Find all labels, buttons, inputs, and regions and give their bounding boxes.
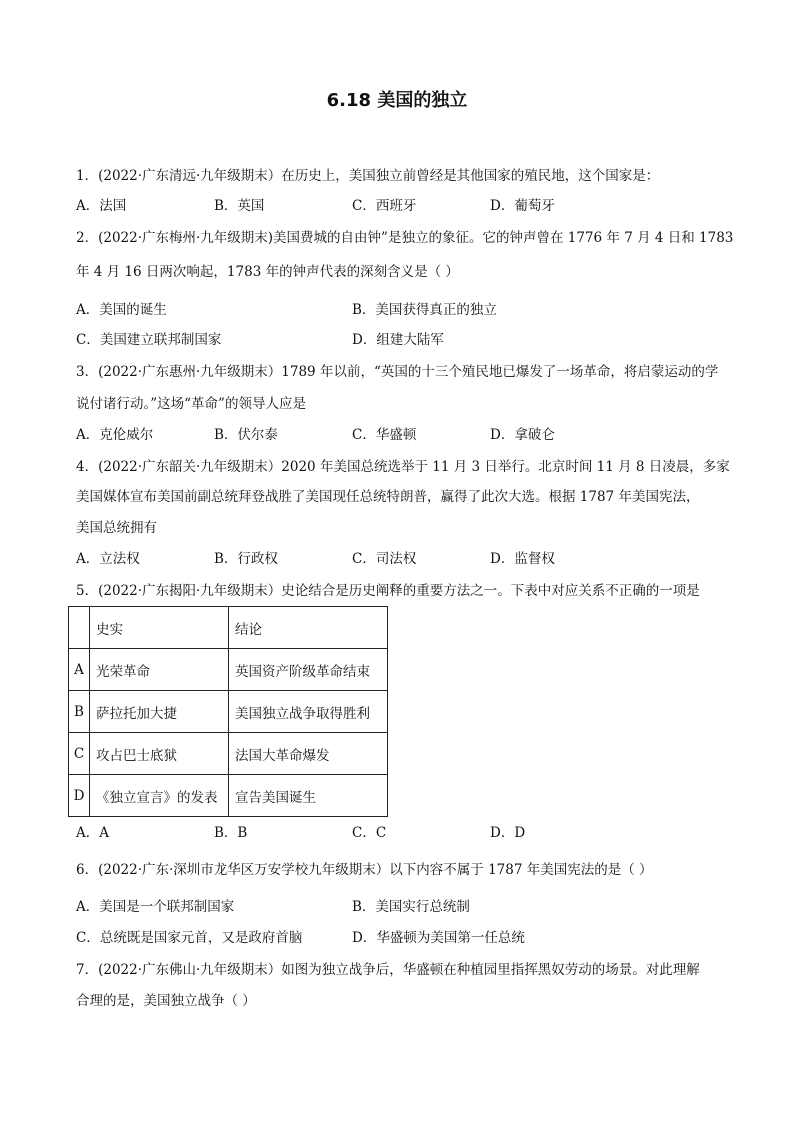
q4-option-b: B．行政权 (214, 551, 278, 567)
question-7-stem-line2: 合理的是，美国独立战争（ ） (76, 993, 256, 1009)
question-6-stem: 6．(2022·广东·深圳市龙华区万安学校九年级期末）以下内容不属于 1787 年美国宪法的是（ ） (76, 862, 653, 878)
q6-option-a: A．美国是一个联邦制国家 (76, 899, 235, 915)
question-3-stem-line2: 说付诸行动。”这场“革命”的领导人应是 (76, 396, 306, 412)
q2-option-b: B．美国获得真正的独立 (352, 302, 497, 318)
table-cell: 法国大革命爆发 (229, 733, 388, 775)
table-cell: 宣告美国诞生 (229, 775, 388, 817)
q2-option-a: A．美国的诞生 (76, 302, 167, 318)
table-cell: B (69, 691, 90, 733)
table-header-row (69, 607, 388, 649)
q6-option-d: D．华盛顿为美国第一任总统 (352, 930, 525, 946)
q1-option-a: A．法国 (76, 198, 127, 214)
question-4-stem-line2: 美国媒体宣布美国前副总统拜登战胜了美国现任总统特朗普，赢得了此次大选。根据 1787 年美国宪法， (76, 489, 700, 505)
table-cell: D (69, 775, 90, 817)
q4-option-d: D．监督权 (490, 551, 555, 567)
question-3-stem-line1: 3．(2022·广东惠州·九年级期末）1789 年以前，“英国的十三个殖民地已爆发了一场革命，将启蒙运动的学 (76, 364, 719, 380)
table-header-cell (69, 607, 90, 649)
q5-option-a: A．A (76, 825, 109, 841)
table-cell: 光荣革命 (90, 649, 229, 691)
question-7-stem-line1: 7．(2022·广东佛山·九年级期末）如图为独立战争后，华盛顿在种植园里指挥黑奴劳动的场景。对此理解 (76, 962, 700, 978)
question-2-stem-line1: 2．(2022·广东梅州·九年级期末)美国费城的自由钟”是独立的象征。它的钟声曾在 1776 年 7 月 4 日和 1783 (76, 230, 734, 246)
table-cell: C (69, 733, 90, 775)
q5-option-b: B．B (214, 825, 248, 841)
question-2-stem-line2: 年 4 月 16 日两次响起，1783 年的钟声代表的深刻含义是（ ） (76, 264, 459, 280)
table-row (69, 691, 388, 733)
table-header-cell: 史实 (90, 607, 229, 649)
table-row (69, 775, 388, 817)
q1-option-b: B．英国 (214, 198, 265, 214)
q4-option-c: C．司法权 (352, 551, 417, 567)
table-cell: 英国资产阶级革命结束 (229, 649, 388, 691)
q4-option-a: A．立法权 (76, 551, 140, 567)
q3-option-c: C．华盛顿 (352, 427, 417, 443)
q2-option-c: C．美国建立联邦制国家 (76, 332, 222, 348)
q3-option-b: B．伏尔泰 (214, 427, 278, 443)
question-1-stem: 1．(2022·广东清远·九年级期末）在历史上，美国独立前曾经是其他国家的殖民地，这个国家是： (76, 168, 660, 184)
question-4-stem-line1: 4．(2022·广东韶关·九年级期末）2020 年美国总统选举于 11 月 3 日举行。北京时间 11 月 8 日凌晨，多家 (76, 459, 730, 475)
q2-option-d: D．组建大陆军 (352, 332, 444, 348)
q1-option-d: D．葡萄牙 (490, 198, 555, 214)
table-cell: 攻占巴士底狱 (90, 733, 229, 775)
table-header-cell: 结论 (229, 607, 388, 649)
table-cell: 美国独立战争取得胜利 (229, 691, 388, 733)
q6-option-b: B．美国实行总统制 (352, 899, 470, 915)
page-title: 6.18 美国的独立 (326, 90, 468, 111)
question-4-stem-line3: 美国总统拥有 (76, 520, 157, 536)
q3-option-d: D．拿破仑 (490, 427, 555, 443)
q5-table (68, 606, 388, 817)
q1-option-c: C．西班牙 (352, 198, 417, 214)
q6-option-c: C．总统既是国家元首，又是政府首脑 (76, 930, 303, 946)
q5-option-d: D．D (490, 825, 526, 841)
question-5-stem: 5．(2022·广东揭阳·九年级期末）史论结合是历史阐释的重要方法之一。下表中对应关系不正确的一项是 (76, 583, 700, 599)
q5-option-c: C．C (352, 825, 387, 841)
table-row (69, 649, 388, 691)
q3-option-a: A．克伦威尔 (76, 427, 154, 443)
table-cell: 《独立宣言》的发表 (90, 775, 229, 817)
table-cell: A (69, 649, 90, 691)
table-row (69, 733, 388, 775)
table-cell: 萨拉托加大捷 (90, 691, 229, 733)
